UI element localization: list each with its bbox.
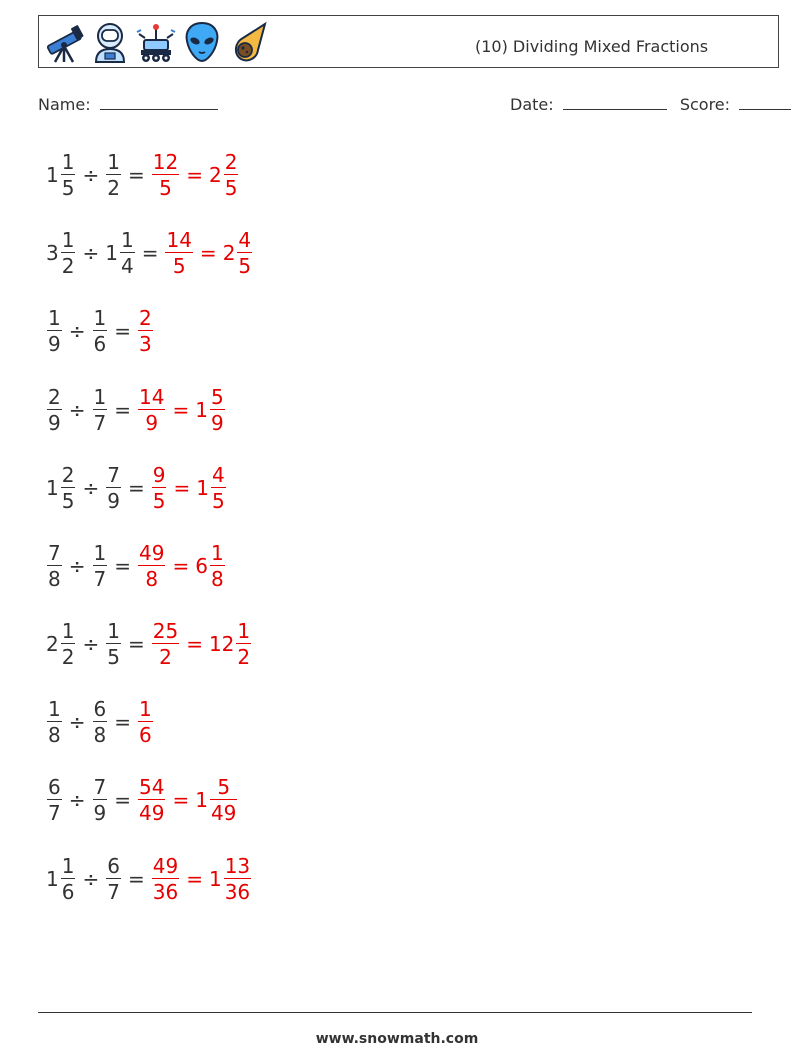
dividend-denominator: 9: [48, 332, 61, 356]
dividend-denominator: 5: [61, 489, 75, 513]
equals-sign: =: [173, 476, 191, 500]
divisor: [105, 856, 122, 902]
divisor: [92, 308, 109, 354]
answer-improper: [151, 152, 180, 198]
alien-icon: [181, 20, 223, 64]
answer-mixed: [209, 152, 239, 198]
answer-mixed-denominator: 8: [210, 567, 224, 591]
name-label: Name:: [38, 95, 91, 114]
answer-mixed-fraction: [224, 856, 251, 902]
divide-sign: ÷: [82, 476, 100, 500]
astronaut-icon: [89, 20, 131, 64]
dividend-denominator: 9: [48, 411, 61, 435]
answer-improper-fraction: [138, 387, 165, 433]
answer-improper-denominator: 5: [152, 489, 166, 513]
divide-sign: ÷: [68, 710, 86, 734]
answer-mixed-whole: 1: [195, 398, 208, 422]
problem-row: [46, 147, 239, 203]
answer-mixed-denominator: 5: [238, 254, 252, 278]
answer-improper-denominator: 5: [159, 176, 172, 200]
dividend-denominator: 6: [61, 880, 75, 904]
answer-mixed-numerator: 13: [224, 854, 251, 878]
divisor-fraction: [93, 543, 108, 589]
divisor-fraction: [106, 465, 121, 511]
answer-mixed: [209, 856, 252, 902]
answer-mixed-fraction: [236, 621, 251, 667]
score-label: Score:: [679, 95, 731, 114]
dividend-fraction: [61, 465, 76, 511]
equals-sign: =: [127, 163, 145, 187]
equals-sign: =: [172, 398, 190, 422]
divisor-denominator: 5: [107, 645, 120, 669]
dividend-fraction: [61, 152, 76, 198]
dividend-fraction: [47, 387, 62, 433]
answer-improper: [137, 308, 154, 354]
dividend: [46, 621, 76, 667]
equals-sign: =: [186, 632, 203, 656]
answer-improper: [151, 856, 180, 902]
dividend-numerator: 1: [61, 854, 75, 878]
answer-mixed-fraction: [237, 230, 252, 276]
divisor-fraction: [120, 230, 135, 276]
divide-sign: ÷: [82, 241, 100, 265]
equals-sign: =: [114, 319, 131, 343]
answer-improper-numerator: 2: [139, 306, 152, 330]
answer-improper-numerator: 12: [152, 150, 179, 174]
answer-mixed-whole: 2: [222, 241, 236, 265]
answer-mixed-fraction: [224, 152, 239, 198]
dividend-fraction: [61, 230, 76, 276]
divisor-denominator: 7: [93, 567, 107, 591]
answer-improper-numerator: 14: [139, 385, 165, 409]
divisor: [92, 387, 109, 433]
name-blank: [100, 96, 218, 110]
dividend-numerator: 2: [48, 385, 61, 409]
dividend: [46, 856, 76, 902]
dividend-fraction: [61, 856, 76, 902]
divisor-numerator: 1: [107, 619, 120, 643]
divide-sign: ÷: [68, 554, 86, 578]
answer-improper: [137, 543, 166, 589]
date-score-field: [510, 95, 791, 114]
equals-sign: =: [114, 554, 131, 578]
answer-mixed-fraction: [211, 465, 226, 511]
answer-improper-numerator: 9: [152, 463, 166, 487]
divide-sign: ÷: [68, 788, 86, 812]
answer-improper-denominator: 5: [172, 254, 186, 278]
dividend: [46, 777, 63, 823]
answer-improper: [151, 621, 180, 667]
answer-mixed-whole: 1: [195, 788, 208, 812]
answer-mixed-numerator: 5: [210, 385, 224, 409]
equals-sign: =: [172, 788, 190, 812]
divisor-numerator: 1: [93, 385, 107, 409]
answer-mixed-numerator: 4: [238, 228, 252, 252]
meteor-icon: [227, 20, 269, 64]
dividend-numerator: 1: [61, 619, 75, 643]
divisor-fraction: [93, 387, 108, 433]
answer-improper-numerator: 14: [166, 228, 192, 252]
dividend: [46, 230, 76, 276]
divisor-denominator: 9: [93, 801, 107, 825]
header-icons: [43, 20, 269, 64]
equals-sign: =: [186, 867, 203, 891]
answer-improper-denominator: 9: [145, 411, 159, 435]
divisor-whole: 1: [105, 241, 118, 265]
dividend: [46, 543, 63, 589]
equals-sign: =: [127, 476, 145, 500]
answer-improper-fraction: [152, 856, 179, 902]
divide-sign: ÷: [82, 163, 100, 187]
divide-sign: ÷: [68, 398, 86, 422]
dividend-fraction: [47, 543, 62, 589]
dividend: [46, 699, 63, 745]
divisor: [92, 699, 109, 745]
dividend-numerator: 1: [61, 228, 75, 252]
dividend-numerator: 2: [61, 463, 75, 487]
answer-improper-fraction: [152, 621, 179, 667]
dividend: [46, 387, 63, 433]
dividend-numerator: 6: [48, 775, 61, 799]
divide-sign: ÷: [68, 319, 86, 343]
answer-mixed-numerator: 2: [224, 150, 238, 174]
divisor: [105, 230, 135, 276]
answer-mixed: [196, 465, 226, 511]
answer-improper-fraction: [165, 230, 192, 276]
dividend-denominator: 8: [48, 723, 61, 747]
problem-row: [46, 694, 154, 750]
name-field: [38, 95, 218, 114]
divide-sign: ÷: [82, 867, 100, 891]
dividend-denominator: 2: [61, 645, 75, 669]
dividend-whole: 1: [46, 163, 59, 187]
answer-improper-denominator: 3: [139, 332, 152, 356]
answer-improper-numerator: 1: [139, 697, 152, 721]
divisor-numerator: 6: [93, 697, 107, 721]
date-label: Date:: [510, 95, 554, 114]
answer-mixed-denominator: 5: [224, 176, 238, 200]
answer-mixed-denominator: 5: [211, 489, 225, 513]
worksheet-title: (10) Dividing Mixed Fractions: [475, 37, 709, 56]
divisor-fraction: [93, 699, 108, 745]
divisor-denominator: 6: [93, 332, 107, 356]
equals-sign: =: [172, 554, 190, 578]
divisor: [105, 152, 122, 198]
answer-mixed: [195, 387, 225, 433]
answer-improper-denominator: 6: [139, 723, 152, 747]
divisor: [92, 777, 109, 823]
answer-improper-fraction: [152, 465, 167, 511]
answer-mixed-denominator: 36: [224, 880, 251, 904]
dividend-fraction: [61, 621, 76, 667]
dividend-numerator: 1: [48, 306, 61, 330]
worksheet-header: [38, 15, 779, 68]
divisor-numerator: 1: [93, 306, 107, 330]
rover-icon: [135, 20, 177, 64]
dividend-whole: 1: [46, 476, 59, 500]
equals-sign: =: [127, 632, 145, 656]
problem-row: [46, 616, 252, 672]
answer-mixed-numerator: 1: [210, 541, 224, 565]
dividend-numerator: 7: [48, 541, 61, 565]
answer-improper: [151, 465, 168, 511]
answer-mixed-denominator: 49: [210, 801, 237, 825]
equals-sign: =: [114, 398, 131, 422]
dividend-numerator: 1: [48, 697, 61, 721]
dividend-whole: 2: [46, 632, 59, 656]
divisor-denominator: 8: [93, 723, 107, 747]
answer-improper: [137, 777, 166, 823]
equals-sign: =: [127, 867, 145, 891]
dividend-whole: 1: [46, 867, 59, 891]
problem-row: [46, 460, 227, 516]
divisor-numerator: 1: [93, 541, 107, 565]
answer-mixed-fraction: [210, 387, 225, 433]
answer-improper-fraction: [152, 152, 179, 198]
equals-sign: =: [114, 788, 131, 812]
divisor-denominator: 7: [107, 880, 120, 904]
equals-sign: =: [199, 241, 217, 265]
date-blank: [563, 96, 667, 110]
answer-improper: [164, 230, 193, 276]
answer-mixed-numerator: 1: [237, 619, 251, 643]
answer-mixed-whole: 6: [195, 554, 208, 578]
score-blank: [739, 96, 791, 110]
answer-mixed-fraction: [210, 543, 225, 589]
problem-row: [46, 538, 226, 594]
answer-mixed: [195, 777, 238, 823]
divisor-fraction: [106, 856, 121, 902]
answer-improper-fraction: [138, 699, 153, 745]
dividend-numerator: 1: [61, 150, 75, 174]
dividend-fraction: [47, 777, 62, 823]
divisor-fraction: [106, 152, 121, 198]
answer-mixed-denominator: 9: [210, 411, 224, 435]
telescope-icon: [43, 20, 85, 64]
answer-improper: [137, 699, 154, 745]
answer-mixed-fraction: [210, 777, 237, 823]
answer-improper-numerator: 25: [152, 619, 179, 643]
dividend: [46, 152, 76, 198]
divisor-fraction: [106, 621, 121, 667]
answer-improper-denominator: 8: [145, 567, 159, 591]
divisor-numerator: 7: [93, 775, 107, 799]
divisor-numerator: 1: [120, 228, 134, 252]
problem-row: [46, 382, 226, 438]
footer-url: www.snowmath.com: [315, 1031, 479, 1047]
divisor: [105, 621, 122, 667]
divisor-fraction: [93, 777, 108, 823]
dividend-whole: 3: [46, 241, 59, 265]
answer-mixed: [223, 230, 253, 276]
answer-mixed-numerator: 5: [217, 775, 231, 799]
answer-mixed-whole: 12: [208, 632, 235, 656]
divisor-denominator: 4: [120, 254, 134, 278]
divisor: [92, 543, 109, 589]
divisor-denominator: 7: [93, 411, 107, 435]
footer-divider: [38, 1012, 752, 1013]
dividend: [46, 465, 76, 511]
answer-mixed-whole: 1: [208, 867, 222, 891]
equals-sign: =: [114, 710, 131, 734]
dividend-fraction: [47, 699, 62, 745]
answer-improper-numerator: 54: [139, 775, 165, 799]
dividend-denominator: 5: [61, 176, 75, 200]
problem-row: [46, 772, 238, 828]
divide-sign: ÷: [82, 632, 100, 656]
divisor-fraction: [93, 308, 108, 354]
answer-improper-denominator: 36: [152, 880, 179, 904]
dividend: [46, 308, 63, 354]
dividend-denominator: 2: [61, 254, 75, 278]
answer-improper-fraction: [138, 777, 165, 823]
divisor: [105, 465, 122, 511]
answer-mixed-denominator: 2: [237, 645, 251, 669]
answer-improper-denominator: 49: [139, 801, 165, 825]
answer-mixed-numerator: 4: [211, 463, 225, 487]
answer-improper-numerator: 49: [139, 541, 165, 565]
dividend-denominator: 8: [48, 567, 61, 591]
problem-row: [46, 303, 154, 359]
divisor-denominator: 9: [107, 489, 120, 513]
answer-improper-fraction: [138, 308, 153, 354]
answer-mixed: [195, 543, 225, 589]
dividend-denominator: 7: [48, 801, 61, 825]
answer-improper-denominator: 2: [159, 645, 172, 669]
equals-sign: =: [141, 241, 159, 265]
answer-mixed-whole: 1: [196, 476, 209, 500]
answer-mixed-whole: 2: [208, 163, 222, 187]
problem-row: [46, 225, 253, 281]
divisor-numerator: 6: [107, 854, 120, 878]
problem-row: [46, 851, 252, 907]
answer-improper: [137, 387, 166, 433]
answer-improper-numerator: 49: [152, 854, 179, 878]
answer-improper-fraction: [138, 543, 165, 589]
divisor-numerator: 1: [107, 150, 120, 174]
answer-mixed: [209, 621, 252, 667]
divisor-numerator: 7: [107, 463, 120, 487]
dividend-fraction: [47, 308, 62, 354]
divisor-denominator: 2: [107, 176, 120, 200]
equals-sign: =: [186, 163, 203, 187]
